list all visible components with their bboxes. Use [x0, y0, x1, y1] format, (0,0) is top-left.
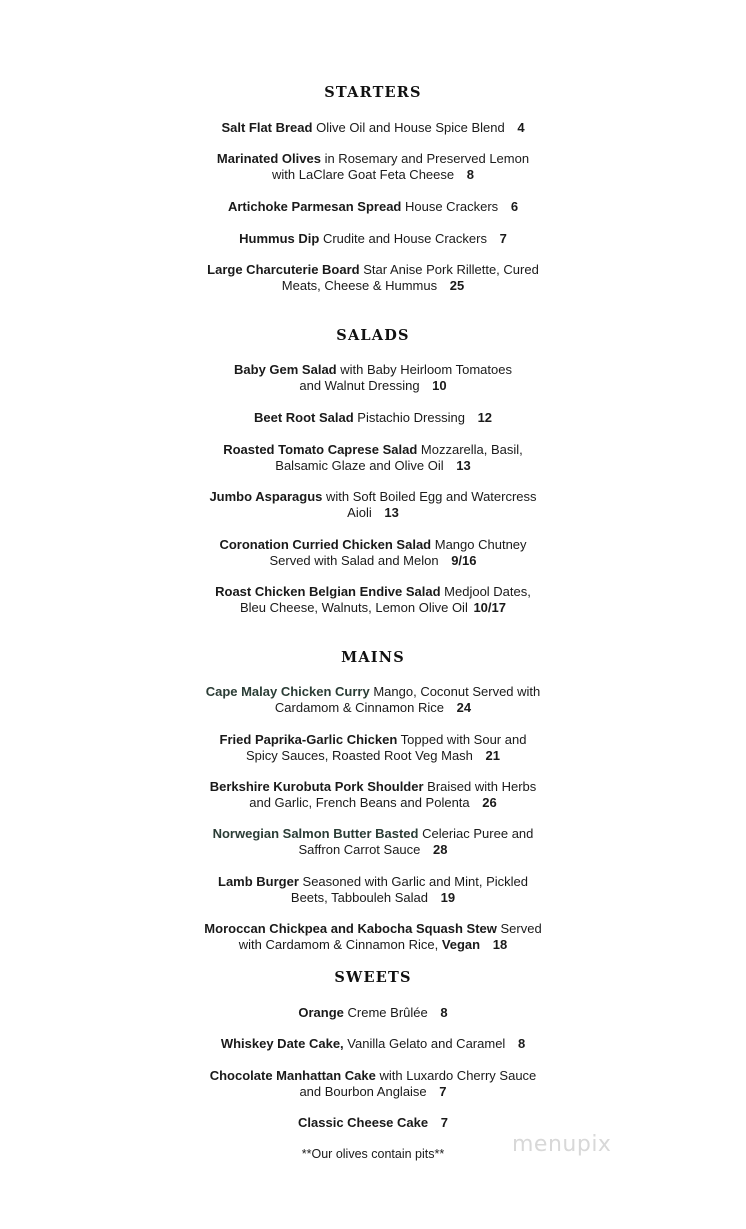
item-description: with Luxardo Cherry Sauce [379, 1068, 537, 1083]
item-name: Whiskey Date Cake, [220, 1036, 344, 1051]
item-name: Lamb Burger [218, 874, 299, 889]
menu-item [150, 1115, 596, 1131]
menu-item [150, 231, 596, 247]
item-name: Marinated Olives [216, 151, 321, 166]
item-description: Olive Oil and House Spice Blend [316, 120, 505, 135]
item-price: 7 [440, 1115, 448, 1130]
menupix-watermark: menupix [512, 1132, 612, 1157]
item-name: Norwegian Salmon Butter Basted [212, 826, 419, 841]
item-description: with Baby Heirloom Tomatoes [340, 362, 512, 377]
menu-item [150, 410, 596, 426]
menu-item [150, 151, 596, 183]
menu-item [150, 732, 596, 764]
item-description-line2: Saffron Carrot Sauce [298, 842, 421, 857]
item-description: Mango Chutney [434, 537, 527, 552]
item-price: 10/17 [473, 600, 506, 615]
item-name: Classic Cheese Cake [298, 1115, 429, 1130]
item-name: Orange [298, 1005, 344, 1020]
item-name: Baby Gem Salad [234, 362, 337, 377]
item-price: 8 [440, 1005, 448, 1020]
item-name: Cape Malay Chicken Curry [205, 684, 370, 699]
item-description-line2: and Garlic, French Beans and Polenta [249, 795, 470, 810]
item-name: Jumbo Asparagus [209, 489, 323, 504]
item-price: 4 [517, 120, 525, 135]
footnote-olives: **Our olives contain pits** [301, 1147, 445, 1161]
item-price: 8 [466, 167, 474, 182]
item-description: Seasoned with Garlic and Mint, Pickled [302, 874, 528, 889]
item-name: Fried Paprika-Garlic Chicken [219, 732, 398, 747]
item-description: Braised with Herbs [427, 779, 537, 794]
item-description-line2: Bleu Cheese, Walnuts, Lemon Olive Oil [239, 600, 468, 615]
item-price: 28 [433, 842, 448, 857]
menu-item [150, 584, 596, 616]
item-description: Pistachio Dressing [357, 410, 465, 425]
item-name: Beet Root Salad [253, 410, 354, 425]
item-description-line2: Balsamic Glaze and Olive Oil [275, 458, 444, 473]
item-name: Chocolate Manhattan Cake [209, 1068, 376, 1083]
item-description: Medjool Dates, [444, 584, 531, 599]
menu-item [150, 779, 596, 811]
item-description: in Rosemary and Preserved Lemon [324, 151, 530, 166]
section-title-sweets: SWEETS [334, 969, 412, 986]
item-description-line2: Beets, Tabbouleh Salad [290, 890, 428, 905]
item-price: 25 [449, 278, 465, 293]
item-price: 10 [432, 378, 447, 393]
item-description-line2: with Cardamom & Cinnamon Rice, [238, 937, 439, 952]
item-description: Served [500, 921, 542, 936]
menu-item [150, 921, 596, 953]
item-description: Mozzarella, Basil, [420, 442, 523, 457]
item-price: 24 [456, 700, 472, 715]
item-description-line2: Aioli [347, 505, 372, 520]
menu-item [150, 874, 596, 906]
menu-item [150, 826, 596, 858]
menu-item [150, 1036, 596, 1052]
item-name: Hummus Dip [239, 231, 320, 246]
item-description: Mango, Coconut Served with [373, 684, 541, 699]
item-description-line2: with LaClare Goat Feta Cheese [272, 167, 455, 182]
item-description: with Soft Boiled Egg and Watercress [326, 489, 537, 504]
item-name: Roast Chicken Belgian Endive Salad [215, 584, 441, 599]
menu-item [150, 199, 596, 215]
item-description: Crudite and House Crackers [322, 231, 487, 246]
item-description-line2: Spicy Sauces, Roasted Root Veg Mash [246, 748, 473, 763]
menu-item [150, 120, 596, 136]
section-title-salads: SALADS [336, 327, 410, 344]
item-description: Star Anise Pork Rillette, Cured [363, 262, 539, 277]
item-price: 12 [477, 410, 493, 425]
item-price: 21 [485, 748, 500, 763]
item-name: Moroccan Chickpea and Kabocha Squash Stew [204, 921, 497, 936]
item-description: Vanilla Gelato and Caramel [347, 1036, 506, 1051]
item-price: 13 [456, 458, 471, 473]
item-name: Large Charcuterie Board [207, 262, 360, 277]
item-description-line2: Meats, Cheese & Hummus [281, 278, 438, 293]
item-price: 18 [492, 937, 508, 952]
menu-item [150, 1005, 596, 1021]
item-price: 13 [384, 505, 399, 520]
item-description-line2: and Bourbon Anglaise [299, 1084, 427, 1099]
item-description-line2: Served with Salad and Melon [269, 553, 439, 568]
item-price: 7 [439, 1084, 447, 1099]
item-description-line2: Cardamom & Cinnamon Rice [274, 700, 444, 715]
item-name: Coronation Curried Chicken Salad [219, 537, 432, 552]
item-description: House Crackers [404, 199, 499, 214]
section-title-starters: STARTERS [324, 84, 422, 101]
item-name: Salt Flat Bread [221, 120, 313, 135]
item-description: Topped with Sour and [400, 732, 527, 747]
item-price: 8 [517, 1036, 526, 1051]
menu-item [150, 1068, 596, 1100]
section-title-mains: MAINS [341, 649, 405, 666]
vegan-tag: Vegan [441, 937, 481, 952]
item-price: 19 [440, 890, 456, 905]
item-price: 6 [510, 199, 519, 214]
item-name: Berkshire Kurobuta Pork Shoulder [209, 779, 424, 794]
item-price: 7 [499, 231, 507, 246]
menu-item [150, 489, 596, 521]
item-name: Artichoke Parmesan Spread [227, 199, 402, 214]
item-name: Roasted Tomato Caprese Salad [223, 442, 418, 457]
item-description-line2: and Walnut Dressing [299, 378, 420, 393]
menu-item [150, 362, 596, 394]
item-price: 9/16 [451, 553, 477, 568]
menu-item [150, 684, 596, 716]
item-description: Creme Brûlée [347, 1005, 428, 1020]
menu-item [150, 537, 596, 569]
menu-item [150, 442, 596, 474]
item-price: 26 [482, 795, 497, 810]
menu-item [150, 262, 596, 294]
item-description: Celeriac Puree and [422, 826, 534, 841]
